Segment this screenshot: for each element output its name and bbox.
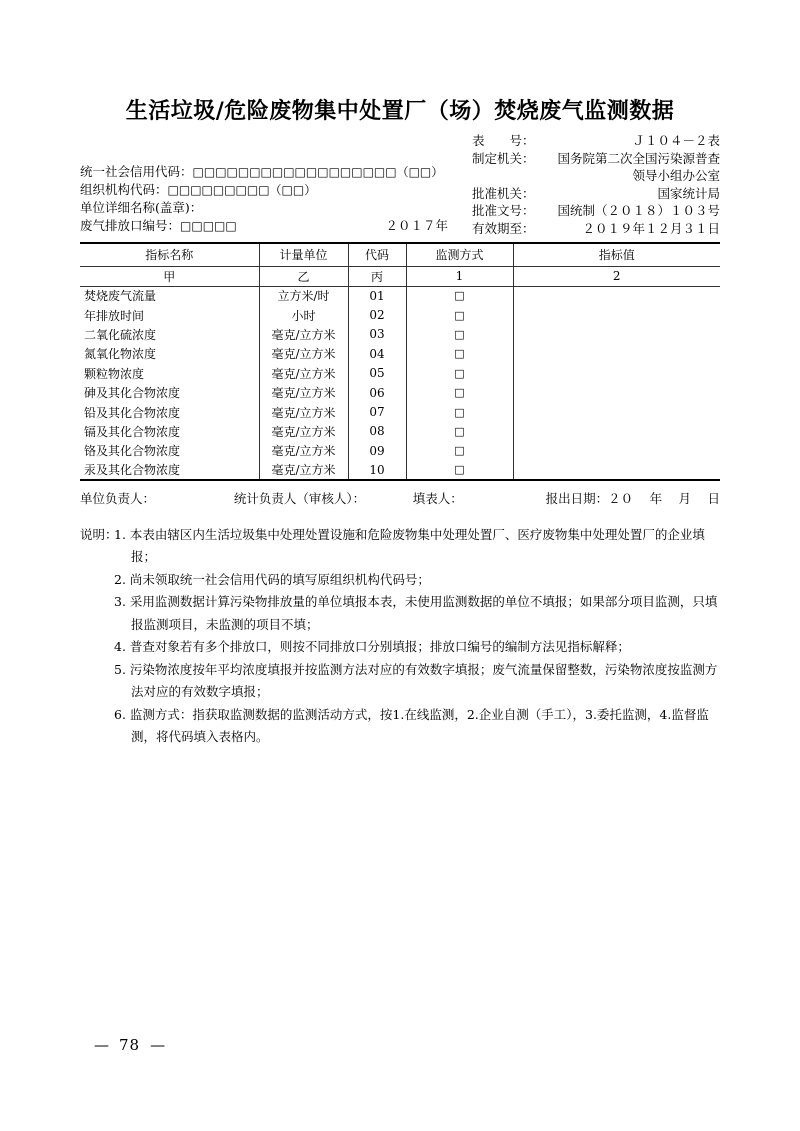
outlet-label: 废气排放口编号： [80,218,181,233]
page-number-left-dash: — [94,1036,109,1054]
meta-section [80,132,720,237]
credit-code-label: 统一社会信用代码： [80,164,193,179]
note-item-5: 5. 污染物浓度按年平均浓度填报并按监测方法对应的有效数字填报；废气流量保留整数，污染物浓度按监测方法对应的有效数字填报； [114,661,718,700]
cell-indicator-value [513,305,720,324]
cell-unit: 立方米/时 [259,286,348,305]
meta-row-form-number: 表 号： Ｊ１０４－２表 [472,133,720,148]
cell-unit: 毫克/立方米 [259,325,348,344]
notes-label: 说明： [80,526,118,542]
cell-code: 01 [348,286,406,305]
notes-items [114,524,720,749]
table-row [80,402,720,421]
monitor-method-checkbox: □ [406,383,513,402]
unit-name-field [80,199,472,217]
monitor-method-checkbox: □ [406,422,513,441]
meta-right-block [472,132,720,237]
meta-row-issuing-agency-2: 领导小组办公室 [632,168,720,183]
cell-indicator-name: 焚烧废气流量 [84,289,157,304]
monitor-method-checkbox: □ [406,364,513,383]
cell-code: 05 [348,364,406,383]
cell-code: 09 [348,441,406,460]
indicator-table [80,242,720,481]
meta-row-valid-until: 有效期至： ２０１９年１２月３１日 [472,220,720,236]
cell-indicator-name: 二氧化硫浓度 [84,327,157,342]
unit-head-label: 单位负责人： [80,490,156,506]
monitor-method-checkbox: □ [406,305,513,324]
cell-indicator-value [513,402,720,421]
monitor-method-checkbox: □ [406,461,513,480]
org-code-label: 组织机构代码： [80,182,168,197]
page-number [84,1036,175,1054]
cell-indicator-name: 汞及其化合物浓度 [84,463,181,478]
cell-indicator-name: 年排放时间 [84,308,145,323]
cell-unit: 毫克/立方米 [259,344,348,363]
meta-left-block [80,163,472,237]
table-row [80,422,720,441]
cell-indicator-name: 砷及其化合物浓度 [84,386,181,401]
note-item-6: 6. 监测方式：指获取监测数据的监测活动方式，按1.在线监测，2.企业自测（手工），3.委托监测，4.监督监测，将代码填入表格内。 [114,706,709,745]
cell-indicator-value [513,325,720,344]
table-row [80,344,720,363]
cell-code: 03 [348,325,406,344]
cell-indicator-name: 颗粒物浓度 [84,366,145,381]
table-header-row [80,243,720,266]
page-number-right-dash: — [150,1036,166,1054]
cell-indicator-value [513,441,720,460]
meta-row-approving-agency: 批准机关： 国家统计局 [472,185,720,201]
cell-indicator-value [513,461,720,480]
table-row [80,461,720,480]
table-row [80,286,720,305]
table-row [80,325,720,344]
col-header-indicator-name: 指标名称 [80,243,259,266]
col-header-monitor-method: 监测方式 [406,243,513,266]
cell-code: 06 [348,383,406,402]
cell-indicator-value [513,364,720,383]
note-item-1: 1. 本表由辖区内生活垃圾集中处理处置设施和危险废物集中处理处置厂、医疗废物集中处理处置厂的企业填报； [114,526,705,565]
page-title: 生活垃圾/危险废物集中处置厂（场）焚烧废气监测数据 [125,98,675,124]
note-item-3: 3. 采用监测数据计算污染物排放量的单位填报本表，未使用监测数据的单位不填报；如果部分项目监测，只填报监测项目，未监测的项目不填； [114,594,718,632]
table-row [80,383,720,402]
outlet-boxes: □□□□□ [180,219,237,233]
unit-name-label: 单位详细名称(盖章)： [80,200,203,215]
cell-code: 02 [348,305,406,324]
cell-unit: 毫克/立方米 [259,461,348,480]
form-filler-label: 填表人： [412,490,463,506]
col-header-code: 代码 [348,243,406,266]
cell-unit: 毫克/立方米 [259,402,348,421]
monitor-method-checkbox: □ [406,441,513,460]
meta-row-approval-number: 批准文号： 国统制（２０１８）１０３号 [472,203,720,218]
cell-unit: 小时 [259,305,348,324]
cell-unit: 毫克/立方米 [259,422,348,441]
cell-unit: 毫克/立方米 [259,441,348,460]
cell-unit: 毫克/立方米 [259,383,348,402]
subheader-jia: 甲 [80,266,259,286]
credit-code-field [80,163,472,181]
monitor-method-checkbox: □ [406,402,513,421]
note-item-4: 4. 普查对象若有多个排放口，则按不同排放口分别填报；排放口编号的编制方法见指标解释； [114,639,630,655]
subheader-2: 2 [513,266,720,286]
cell-code: 10 [348,461,406,480]
col-header-unit: 计量单位 [259,243,348,266]
col-header-indicator-value: 指标值 [513,243,720,266]
stats-head-label: 统计负责人（审核人）： [233,490,366,506]
notes-section [80,524,720,749]
cell-indicator-value [513,286,720,305]
cell-indicator-name: 镉及其化合物浓度 [84,424,181,439]
cell-indicator-name: 铬及其化合物浓度 [84,444,181,459]
org-code-boxes: □□□□□□□□□（□□） [167,183,317,197]
subheader-yi: 乙 [259,266,348,286]
cell-indicator-value [513,344,720,363]
report-year: ２０１７年 [385,218,448,233]
table-row [80,441,720,460]
credit-code-boxes: □□□□□□□□□□□□□□□□□□（□□） [192,165,444,179]
meta-row-issuing-agency: 制定机关： 国务院第二次全国污染源普查 [472,150,720,166]
table-row [80,364,720,383]
subheader-bing: 丙 [348,266,406,286]
cell-code: 07 [348,402,406,421]
report-date-label: 报出日期：２０ 年 月 日 [545,490,721,506]
form-page [80,0,720,749]
cell-indicator-name: 铅及其化合物浓度 [84,405,181,420]
outlet-field [80,217,472,235]
monitor-method-checkbox: □ [406,325,513,344]
cell-indicator-value [513,383,720,402]
subheader-1: 1 [406,266,513,286]
org-code-field [80,181,472,199]
page-number-value: 78 [119,1036,141,1054]
table-row [80,305,720,324]
cell-code: 04 [348,344,406,363]
table-subheader-row [80,266,720,286]
note-item-2: 2. 尚未领取统一社会信用代码的填写原组织机构代码号； [114,571,430,587]
indicator-table-body [80,286,720,480]
signature-row [80,481,720,507]
cell-indicator-value [513,422,720,441]
monitor-method-checkbox: □ [406,344,513,363]
cell-indicator-name: 氮氧化物浓度 [84,347,157,362]
monitor-method-checkbox: □ [406,286,513,305]
cell-code: 08 [348,422,406,441]
cell-unit: 毫克/立方米 [259,364,348,383]
